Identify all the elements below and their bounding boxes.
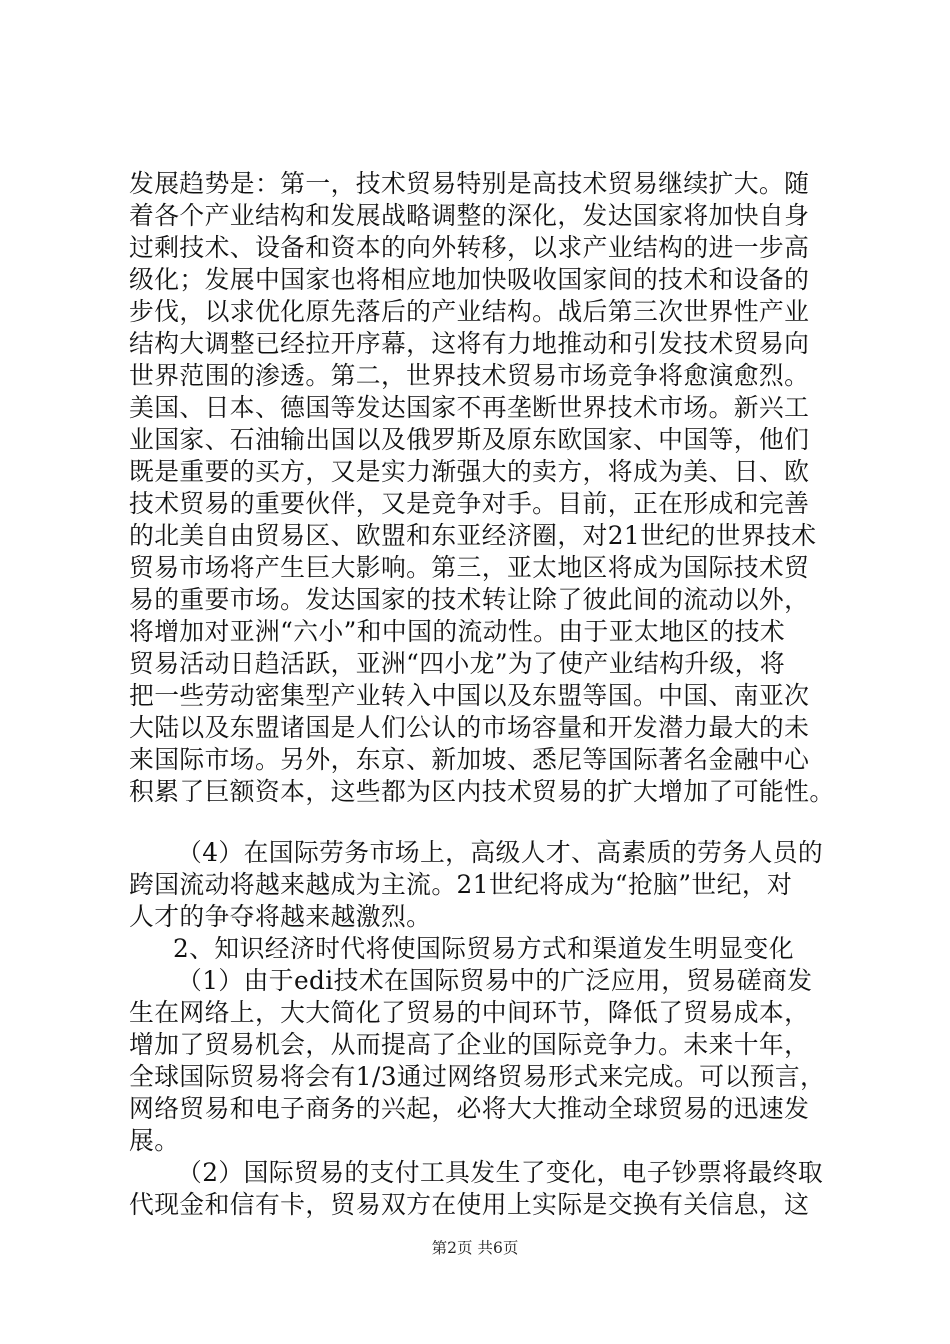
heading-text: 2、知识经济时代将使国际贸易方式和渠道发生明显变化 [173,934,794,963]
text-line: （2）国际贸易的支付工具发生了变化，电子钞票将最终取 [177,1158,824,1187]
section-heading [129,933,829,965]
paragraph-technology-trade-trends [129,168,835,808]
text-line: 过剩技术、设备和资本的向外转移，以求产业结构的进一步高 [129,233,810,262]
text-line: 来国际市场。另外，东京、新加坡、悉尼等国际著名金融中心 [129,745,810,774]
text-line: 贸易市场将产生巨大影响。第三，亚太地区将成为国际技术贸 [129,553,810,582]
text-line: 着各个产业结构和发展战略调整的深化，发达国家将加快自身 [129,201,810,230]
paragraph-payment-tools [129,1157,829,1221]
text-line: 生在网络上，大大简化了贸易的中间环节，降低了贸易成本， [129,998,810,1027]
text-line: 把一些劳动密集型产业转入中国以及东盟等国。中国、南亚次 [129,681,810,710]
text-line: 的北美自由贸易区、欧盟和东亚经济圈，对21世纪的世界技术 [129,521,817,550]
text-line: （1）由于edi技术在国际贸易中的广泛应用，贸易磋商发 [177,966,813,995]
text-line: 业国家、石油输出国以及俄罗斯及原东欧国家、中国等，他们 [129,425,810,454]
text-line: 级化；发展中国家也将相应地加快吸收国家间的技术和设备的 [129,265,810,294]
text-line: 易的重要市场。发达国家的技术转让除了彼此间的流动以外， [129,585,810,614]
paragraph-labor-market [129,837,829,933]
page-number-footer: 第2页 共6页 [431,1239,519,1257]
text-line: 贸易活动日趋活跃，亚洲“四小龙”为了使产业结构升级，将 [129,649,786,678]
text-line: 大陆以及东盟诸国是人们公认的市场容量和开发潜力最大的未 [129,713,810,742]
text-line: 世界范围的渗透。第二，世界技术贸易市场竞争将愈演愈烈。 [129,361,810,390]
text-line: 网络贸易和电子商务的兴起，必将大大推动全球贸易的迅速发 [129,1094,810,1123]
text-line: 既是重要的买方，又是实力渐强大的卖方，将成为美、日、欧 [129,457,810,486]
text-line: 美国、日本、德国等发达国家不再垄断世界技术市场。新兴工 [129,393,810,422]
text-line: 技术贸易的重要伙伴，又是竞争对手。目前，正在形成和完善 [129,489,810,518]
text-line: 将增加对亚洲“六小”和中国的流动性。由于亚太地区的技术 [129,617,786,646]
text-line: 增加了贸易机会，从而提高了企业的国际竞争力。未来十年， [129,1030,810,1059]
paragraph-edi [129,965,829,1157]
text-line: 人才的争夺将越来越激烈。 [129,902,432,931]
text-line: （4）在国际劳务市场上，高级人才、高素质的劳务人员的 [177,838,824,867]
text-line: 全球国际贸易将会有1/3通过网络贸易形式来完成。可以预言， [129,1062,826,1091]
text-line: 结构大调整已经拉开序幕，这将有力地推动和引发技术贸易向 [129,329,810,358]
text-line: 步伐，以求优化原先落后的产业结构。战后第三次世界性产业 [129,297,810,326]
text-line: 发展趋势是：第一，技术贸易特别是高技术贸易继续扩大。随 [129,169,810,198]
text-line: 积累了巨额资本，这些都为区内技术贸易的扩大增加了可能性。 [129,777,835,806]
text-line: 代现金和信有卡，贸易双方在使用上实际是交换有关信息，这 [129,1190,810,1219]
text-line: 展。 [129,1126,180,1155]
body-text [129,168,835,1221]
text-line: 跨国流动将越来越成为主流。21世纪将成为“抢脑”世纪，对 [129,870,793,899]
